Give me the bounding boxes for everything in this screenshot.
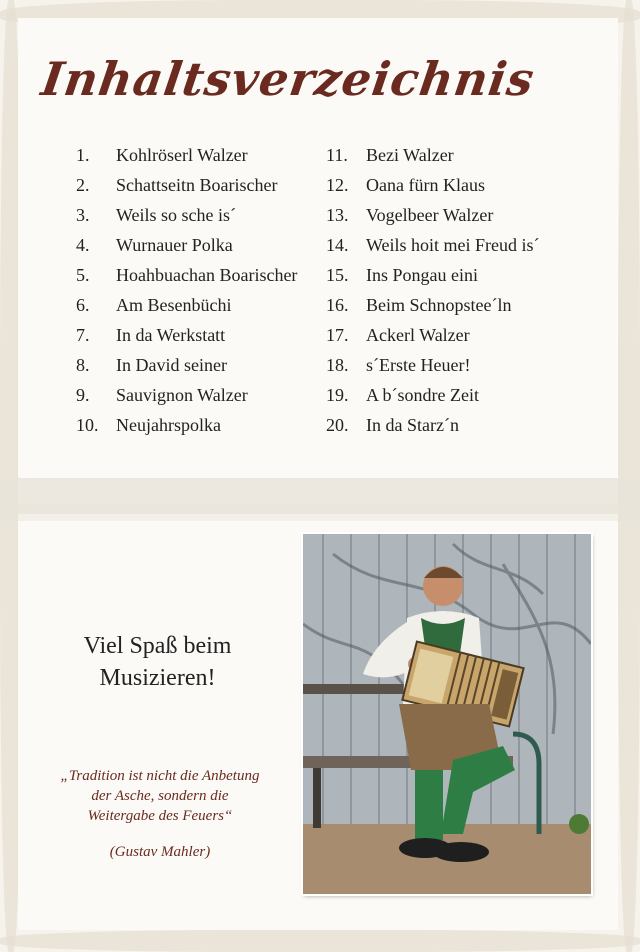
toc-entry xyxy=(326,260,478,290)
toc-title: Weils so sche is´ xyxy=(116,204,237,225)
toc-title: Ackerl Walzer xyxy=(366,324,470,345)
toc-title: Hoahbuachan Boarischer xyxy=(116,264,298,285)
toc-entry xyxy=(76,410,221,440)
toc-title: s´Erste Heuer! xyxy=(366,354,471,375)
toc-entry xyxy=(76,380,248,410)
quote-text xyxy=(40,766,280,826)
divider-band xyxy=(0,505,640,521)
toc-entry xyxy=(326,230,540,260)
toc-entry xyxy=(326,350,470,380)
toc-number: 13. xyxy=(326,204,349,225)
toc-entry xyxy=(76,170,277,200)
toc-entry xyxy=(326,410,459,440)
quote-line: Weitergabe des Feuers“ xyxy=(87,808,233,824)
toc-title: Neujahrspolka xyxy=(116,414,221,435)
toc-entry xyxy=(76,290,231,320)
toc-number: 10. xyxy=(76,414,99,435)
toc-entry xyxy=(76,320,225,350)
toc-number: 8. xyxy=(76,354,90,375)
toc-title: A b´sondre Zeit xyxy=(366,384,479,405)
toc-entry xyxy=(76,350,227,380)
quote-line: „Tradition ist nicht die Anbetung xyxy=(60,768,260,784)
welcome-line: Musizieren! xyxy=(99,665,216,691)
toc-number: 17. xyxy=(326,324,349,345)
toc-number: 15. xyxy=(326,264,349,285)
toc-title: Ins Pongau eini xyxy=(366,264,478,285)
toc-number: 2. xyxy=(76,174,90,195)
toc-number: 12. xyxy=(326,174,349,195)
toc-title: Beim Schnopstee´ln xyxy=(366,294,512,315)
toc-title: Wurnauer Polka xyxy=(116,234,233,255)
toc-title: Sauvignon Walzer xyxy=(116,384,248,405)
toc-number: 5. xyxy=(76,264,90,285)
toc-entry xyxy=(326,380,479,410)
accordion-player-photo xyxy=(303,534,591,894)
toc-entry xyxy=(76,140,248,170)
toc-title: Vogelbeer Walzer xyxy=(366,204,494,225)
toc-number: 11. xyxy=(326,144,348,165)
toc-number: 20. xyxy=(326,414,349,435)
toc-title: Weils hoit mei Freud is´ xyxy=(366,234,540,255)
toc-number: 14. xyxy=(326,234,349,255)
photo-illustration xyxy=(303,534,591,894)
toc-number: 7. xyxy=(76,324,90,345)
toc-entry xyxy=(326,290,511,320)
toc-entry xyxy=(76,230,233,260)
toc-title: In da Werkstatt xyxy=(116,324,226,345)
toc-entry xyxy=(76,200,236,230)
toc-entry xyxy=(326,170,485,200)
quote-line: der Asche, sondern die xyxy=(91,788,229,804)
toc-title: Oana fürn Klaus xyxy=(366,174,485,195)
welcome-message xyxy=(50,630,265,694)
toc-number: 6. xyxy=(76,294,90,315)
table-of-contents xyxy=(0,140,640,450)
page-title: Inhaltsverzeichnis xyxy=(38,52,538,106)
quote-author: (Gustav Mahler) xyxy=(109,844,211,860)
toc-title: Kohlröserl Walzer xyxy=(116,144,248,165)
toc-title: Am Besenbüchi xyxy=(116,294,232,315)
toc-number: 9. xyxy=(76,384,90,405)
toc-title: In David seiner xyxy=(116,354,227,375)
toc-number: 16. xyxy=(326,294,349,315)
toc-entry xyxy=(326,320,470,350)
toc-number: 4. xyxy=(76,234,90,255)
paper-texture xyxy=(0,930,640,952)
toc-entry xyxy=(326,200,493,230)
toc-number: 19. xyxy=(326,384,349,405)
welcome-line: Viel Spaß beim xyxy=(83,633,232,659)
toc-entry xyxy=(76,260,297,290)
toc-number: 1. xyxy=(76,144,90,165)
toc-title: In da Starz´n xyxy=(366,414,459,435)
toc-number: 18. xyxy=(326,354,349,375)
toc-number: 3. xyxy=(76,204,90,225)
toc-title: Schattseitn Boarischer xyxy=(116,174,278,195)
toc-entry xyxy=(326,140,454,170)
toc-title: Bezi Walzer xyxy=(366,144,454,165)
